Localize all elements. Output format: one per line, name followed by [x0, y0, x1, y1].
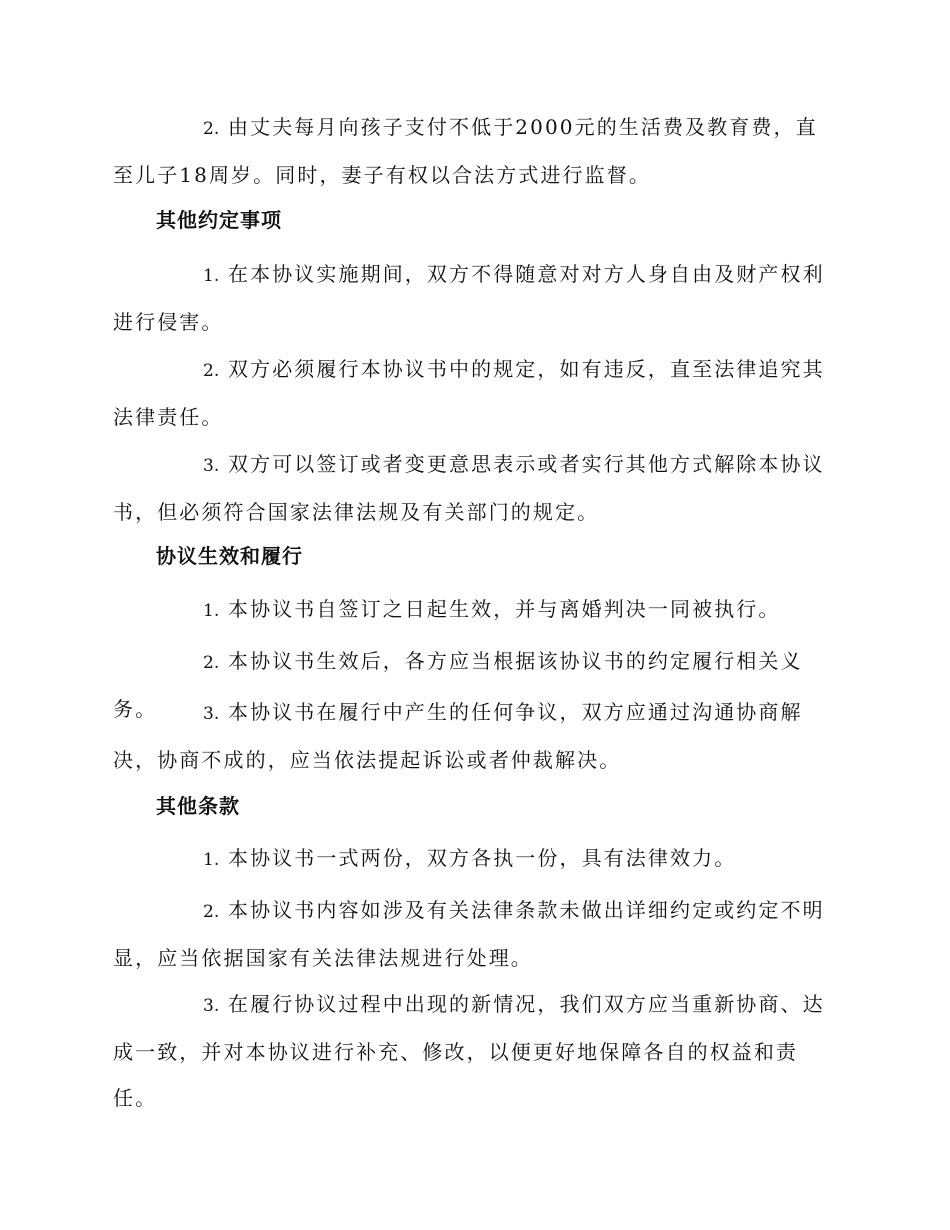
- clause-copies: [113, 835, 838, 883]
- clause-text: 双方可以签订或者变更意思表示或者实行其他方式解除本协议书，但必须符合国家法律法规及有关部门的规定。: [113, 452, 825, 524]
- clause-number: 3.: [203, 996, 220, 1016]
- clause-number: 2.: [203, 653, 220, 673]
- clause-new-circumstances: [113, 981, 838, 1121]
- clause-number: 3.: [203, 456, 220, 476]
- clause-number: 2.: [203, 361, 220, 381]
- clause-termination: [113, 441, 838, 535]
- clause-text: 由丈夫每月向孩子支付不低于2000元的生活费及教育费，直至儿子18周岁。同时，妻子有权以合法方式进行监督。: [113, 115, 818, 187]
- section-heading-other-terms: 其他条款: [156, 794, 240, 818]
- clause-unspecified-terms: [113, 887, 838, 981]
- clause-number: 2.: [203, 119, 220, 139]
- clause-text: 本协议书内容如涉及有关法律条款未做出详细约定或约定不明显，应当依据国家有关法律法规进行处理。: [113, 898, 825, 970]
- clause-number: 3.: [203, 704, 220, 724]
- clause-effective-date: [113, 586, 838, 634]
- clause-child-support: [113, 104, 838, 198]
- clause-text: 本协议书在履行中产生的任何争议，双方应通过沟通协商解决，协商不成的，应当依法提起诉讼或者仲裁解决。: [113, 700, 803, 772]
- clause-number: 1.: [203, 266, 220, 286]
- clause-text: 本协议书一式两份，双方各执一份，具有法律效力。: [228, 846, 737, 870]
- clause-number: 1.: [203, 850, 220, 870]
- section-heading-other-agreements: 其他约定事项: [156, 208, 282, 232]
- clause-number: 2.: [203, 902, 220, 922]
- clause-text: 本协议书自签订之日起生效，并与离婚判决一同被执行。: [228, 597, 781, 621]
- clause-text: 在本协议实施期间，双方不得随意对对方人身自由及财产权利进行侵害。: [113, 262, 825, 334]
- section-heading-effectiveness: 协议生效和履行: [156, 544, 303, 568]
- clause-legal-liability: [113, 346, 838, 440]
- clause-text: 双方必须履行本协议书中的规定，如有违反，直至法律追究其法律责任。: [113, 357, 825, 429]
- clause-disputes: [113, 689, 838, 783]
- clause-text: 本协议书生效后，各方应当根据该协议书的约定履行相关义务。: [113, 649, 803, 721]
- clause-text: 在履行协议过程中出现的新情况，我们双方应当重新协商、达成一致，并对本协议进行补充、修改，以便更好地保障各自的权益和责任。: [113, 992, 825, 1110]
- clause-no-infringement: [113, 251, 838, 345]
- clause-number: 1.: [203, 601, 220, 621]
